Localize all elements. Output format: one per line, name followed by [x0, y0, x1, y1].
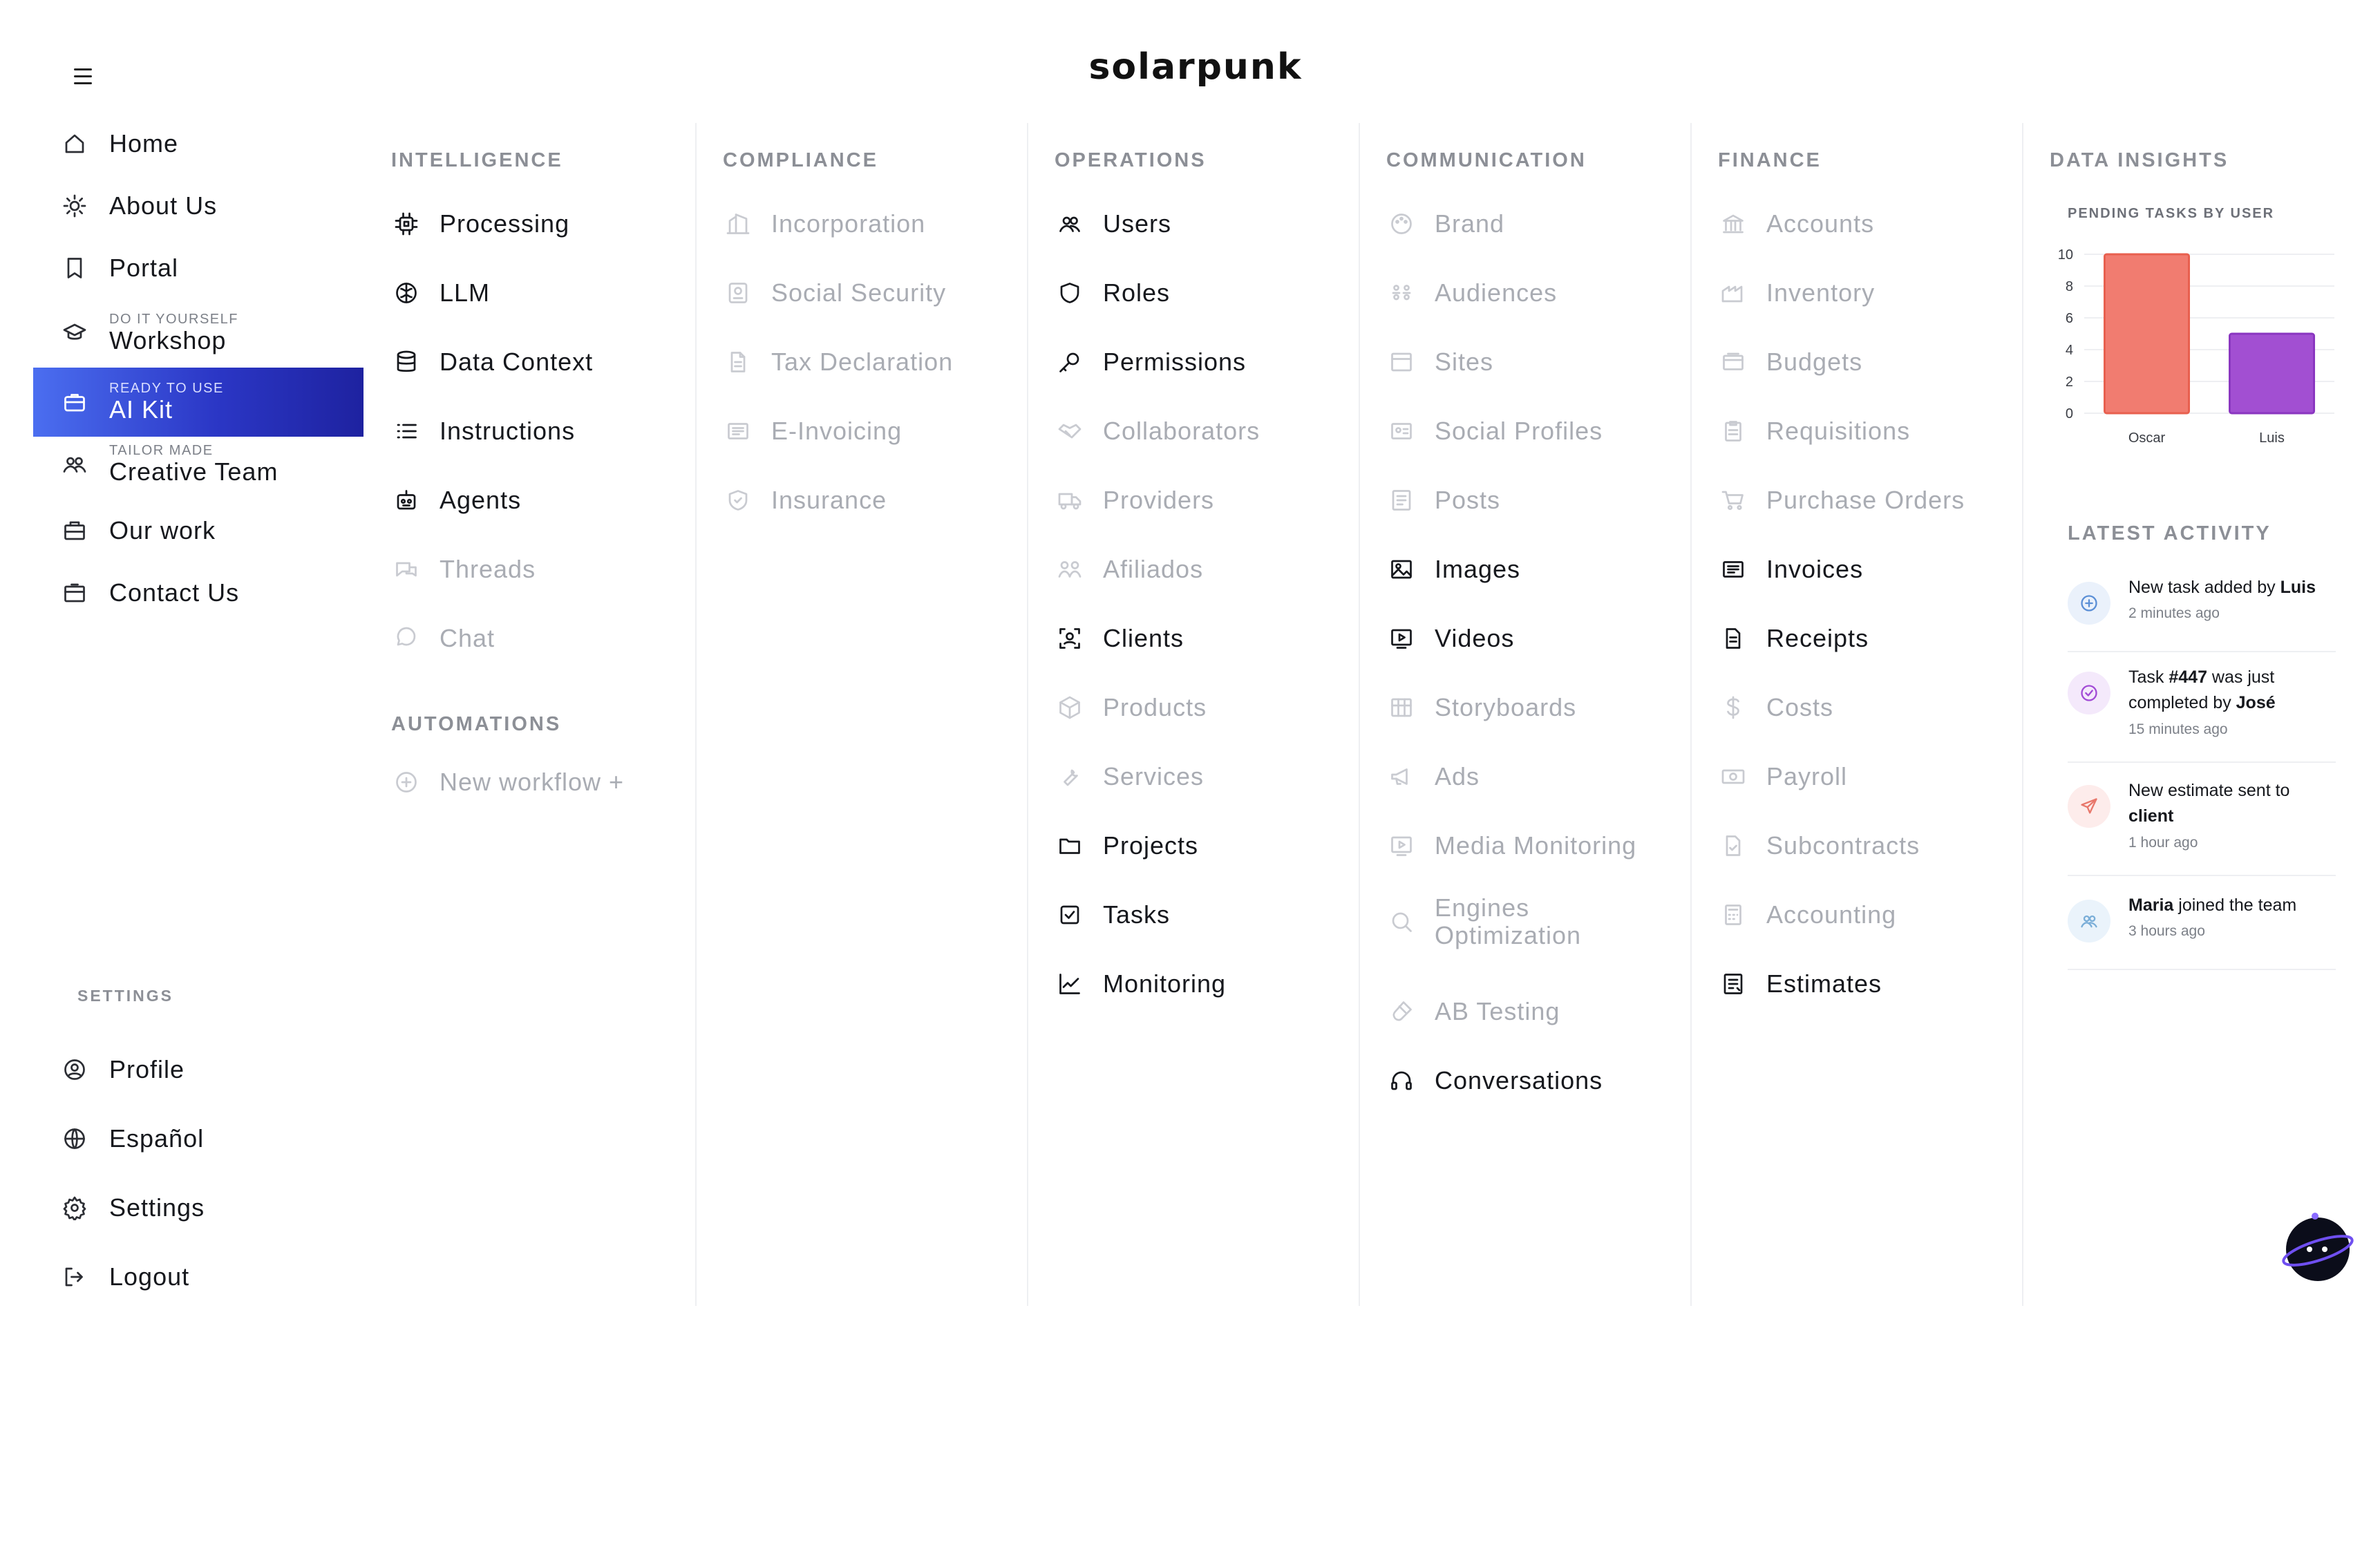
e-invoice-icon [723, 416, 753, 446]
menu-item-label: Permissions [1103, 348, 1247, 376]
latest-activity-heading: LATEST ACTIVITY [2068, 522, 2272, 544]
menu-item-label: Ads [1435, 762, 1480, 790]
communication-item-social-profiles[interactable] [1359, 404, 1603, 459]
tv-icon [1386, 831, 1417, 861]
chart-y-tick-label: 0 [2065, 406, 2073, 421]
chart-x-tick-label: Oscar [2128, 430, 2166, 446]
communication-item-engines-optimization[interactable] [1359, 887, 1642, 956]
chat-assistant-button[interactable] [2280, 1211, 2355, 1285]
nav-item-text [109, 312, 238, 355]
nav-item-creative-team[interactable] [33, 430, 363, 499]
mail-box-icon [59, 578, 90, 608]
menu-item-label: Threads [440, 555, 536, 583]
nav-item-text [109, 578, 239, 607]
operations-heading: OPERATIONS [1055, 149, 1207, 171]
menu-item-label: Estimates [1766, 969, 1882, 998]
plus-circle-icon [2068, 582, 2110, 625]
menu-item-label: Collaborators [1103, 417, 1260, 445]
menu-item-label: Accounting [1766, 900, 1897, 929]
operations-item-providers[interactable] [1027, 473, 1214, 528]
nav-item-text [109, 254, 178, 283]
flask-icon [1386, 996, 1417, 1027]
activity-highlight: Luis [2280, 578, 2316, 597]
chart-y-tick-label: 4 [2065, 343, 2073, 358]
hamburger-menu-icon[interactable] [64, 57, 102, 95]
intelligence-item-instructions[interactable] [363, 404, 575, 459]
menu-item-label: LLM [440, 278, 491, 307]
nav-item-portal[interactable] [33, 234, 363, 303]
nav-item-sub: DO IT YOURSELF [109, 311, 238, 327]
operations-item-permissions[interactable] [1027, 334, 1246, 390]
communication-item-posts[interactable] [1359, 473, 1500, 528]
menu-item-label: Media Monitoring [1435, 831, 1637, 860]
activity-item [2068, 778, 2336, 876]
menu-item-label: Subcontracts [1766, 831, 1920, 860]
handshake-icon [1055, 416, 1085, 446]
menu-item-label: Inventory [1766, 278, 1876, 307]
communication-item-sites[interactable] [1359, 334, 1493, 390]
file-icon [723, 347, 753, 377]
menu-item-label: Data Context [440, 348, 594, 376]
finance-item-costs[interactable] [1690, 680, 1833, 735]
activity-text: Task [2128, 667, 2169, 687]
pending-tasks-chart [2051, 235, 2341, 456]
search-icon [1386, 907, 1417, 937]
operations-item-monitoring[interactable] [1027, 956, 1226, 1012]
settings-item-label: Settings [109, 1193, 205, 1222]
activity-highlight: client [2128, 806, 2174, 826]
package-icon [1055, 692, 1085, 723]
chart-y-tick-label: 2 [2065, 375, 2073, 390]
data-insights-heading: DATA INSIGHTS [2050, 149, 2229, 171]
settings-item-text [109, 1262, 189, 1291]
communication-item-images[interactable] [1359, 542, 1520, 597]
megaphone-icon [1386, 761, 1417, 792]
truck-icon [1055, 485, 1085, 515]
nav-item-label: Portal [109, 254, 179, 282]
compliance-column [695, 123, 1028, 1306]
menu-item-label: Clients [1103, 624, 1184, 652]
settings-item-text [109, 1124, 204, 1153]
activity-time: 3 hours ago [2128, 923, 2205, 939]
finance-item-invoices[interactable] [1690, 542, 1863, 597]
shield-icon [1055, 278, 1085, 308]
menu-item-label: Engines Optimization [1435, 893, 1582, 949]
chart-x-tick-label: Luis [2259, 430, 2285, 446]
list-icon [391, 416, 422, 446]
settings-item-settings[interactable] [33, 1173, 363, 1242]
activity-message [2128, 778, 2336, 829]
database-icon [391, 347, 422, 377]
settings-item-profile[interactable] [33, 1035, 363, 1104]
globe-icon [59, 1124, 90, 1154]
activity-time: 2 minutes ago [2128, 605, 2220, 621]
activity-highlight: Maria [2128, 896, 2174, 915]
chart-bar-oscar[interactable] [2105, 254, 2189, 413]
operations-item-products[interactable] [1027, 680, 1207, 735]
intelligence-item-chat[interactable] [363, 611, 495, 666]
nav-item-text [109, 191, 217, 220]
menu-item-label: Chat [440, 624, 495, 652]
settings-item-label: Español [109, 1124, 205, 1153]
activity-message [2128, 575, 2336, 600]
menu-item-label: E-Invoicing [771, 417, 903, 445]
menu-item-label: Social Security [771, 278, 947, 307]
menu-item-label: Purchase Orders [1766, 486, 1965, 514]
operations-item-services[interactable] [1027, 749, 1204, 804]
finance-item-budgets[interactable] [1690, 334, 1862, 390]
user-circle-icon [59, 1054, 90, 1085]
nav-item-label: Contact Us [109, 578, 240, 607]
menu-item-label: Audiences [1435, 278, 1558, 307]
nav-item-about-us[interactable] [33, 171, 363, 240]
receipt-icon [1718, 623, 1748, 654]
video-icon [1386, 623, 1417, 654]
menu-item-label: AB Testing [1435, 997, 1560, 1025]
menu-item-label: Payroll [1766, 762, 1848, 790]
menu-item-label: Videos [1435, 624, 1515, 652]
graduation-cap-icon [59, 318, 90, 348]
dollar-icon [1718, 692, 1748, 723]
audience-icon [1386, 278, 1417, 308]
folder-icon [1055, 831, 1085, 861]
sun-icon [59, 191, 90, 221]
menu-item-label: Instructions [440, 417, 576, 445]
menu-item-label: Providers [1103, 486, 1215, 514]
menu-item-label: Tax Declaration [771, 348, 954, 376]
finance-item-subcontracts[interactable] [1690, 818, 1920, 873]
nav-item-our-work[interactable] [33, 496, 363, 565]
nav-item-workshop[interactable] [33, 299, 363, 368]
menu-item-label: Tasks [1103, 900, 1171, 929]
communication-item-storyboards[interactable] [1359, 680, 1576, 735]
communication-item-videos[interactable] [1359, 611, 1514, 666]
nav-item-label: Home [109, 129, 179, 158]
nav-item-label: Our work [109, 516, 216, 544]
intelligence-column [363, 123, 697, 1306]
nav-item-text [109, 381, 224, 424]
operations-column [1027, 123, 1360, 1306]
intelligence-item-threads[interactable] [363, 542, 536, 597]
finance-item-accounting[interactable] [1690, 887, 1896, 942]
nav-item-sub: TAILOR MADE [109, 442, 214, 458]
activity-item [2068, 575, 2336, 652]
finance-column [1690, 123, 2023, 1306]
chart-title: PENDING TASKS BY USER [2068, 206, 2275, 221]
chart-y-tick-label: 10 [2057, 247, 2073, 263]
menu-item-label: Afiliados [1103, 555, 1204, 583]
compliance-item-insurance[interactable] [695, 473, 887, 528]
finance-item-purchase-orders[interactable] [1690, 473, 1965, 528]
plus-circle-icon [391, 767, 422, 797]
headset-icon [1386, 1065, 1417, 1096]
settings-item-logout[interactable] [33, 1242, 363, 1311]
settings-item-text [109, 1055, 185, 1084]
nav-item-label: AI Kit [109, 395, 173, 424]
cart-icon [1718, 485, 1748, 515]
settings-item-espa-ol[interactable] [33, 1104, 363, 1173]
bookmark-icon [59, 253, 90, 283]
checkbox-icon [1055, 900, 1085, 930]
communication-item-ab-testing[interactable] [1359, 984, 1560, 1039]
home-icon [59, 129, 90, 159]
operations-item-users[interactable] [1027, 196, 1171, 252]
intelligence-item-llm[interactable] [363, 265, 490, 321]
activity-text: joined the team [2173, 896, 2297, 915]
menu-item-label: Conversations [1435, 1066, 1603, 1095]
posts-icon [1386, 485, 1417, 515]
compliance-item-tax-declaration[interactable] [695, 334, 953, 390]
communication-item-media-monitoring[interactable] [1359, 818, 1636, 873]
menu-item-label: Accounts [1766, 209, 1875, 238]
operations-item-roles[interactable] [1027, 265, 1170, 321]
settings-item-label: Logout [109, 1262, 190, 1291]
activity-text: New task added by [2128, 578, 2280, 597]
menu-item-label: Agents [440, 486, 522, 514]
logo[interactable] [1078, 43, 1313, 91]
activity-message [2128, 893, 2336, 918]
chart-bar-luis[interactable] [2230, 334, 2314, 413]
compliance-item-social-security[interactable] [695, 265, 946, 321]
activity-item [2068, 893, 2336, 970]
menu-item-label: Roles [1103, 278, 1171, 307]
new-workflow-label: New workflow + [440, 768, 625, 796]
menu-item-label: Processing [440, 209, 570, 238]
palette-icon [1386, 209, 1417, 239]
bank-icon [1718, 209, 1748, 239]
settings-item-text [109, 1193, 205, 1222]
nav-item-text [109, 443, 278, 486]
profile-card-icon [1386, 416, 1417, 446]
menu-item-label: Posts [1435, 486, 1501, 514]
menu-item-label: Projects [1103, 831, 1199, 860]
activity-text: New estimate sent to [2128, 781, 2290, 800]
nav-item-sub: READY TO USE [109, 380, 224, 396]
finance-item-payroll[interactable] [1690, 749, 1847, 804]
client-icon [1055, 623, 1085, 654]
nav-item-label: Creative Team [109, 457, 278, 486]
operations-item-afiliados[interactable] [1027, 542, 1203, 597]
menu-item-label: Products [1103, 693, 1207, 721]
menu-item-label: Receipts [1766, 624, 1869, 652]
key-icon [1055, 347, 1085, 377]
threads-icon [391, 554, 422, 585]
activity-time: 15 minutes ago [2128, 721, 2228, 737]
menu-item-label: Incorporation [771, 209, 926, 238]
finance-item-requisitions[interactable] [1690, 404, 1910, 459]
id-card-icon [723, 278, 753, 308]
finance-item-accounts[interactable] [1690, 196, 1874, 252]
nav-item-text [109, 516, 216, 545]
intelligence-item-agents[interactable] [363, 473, 521, 528]
menu-item-label: Images [1435, 555, 1521, 583]
finance-item-inventory[interactable] [1690, 265, 1875, 321]
check-circle-icon [2068, 672, 2110, 714]
menu-item-label: Budgets [1766, 348, 1863, 376]
communication-column [1359, 123, 1692, 1306]
logo-text: solarpunk [1088, 46, 1303, 88]
operations-item-collaborators[interactable] [1027, 404, 1260, 459]
finance-heading: FINANCE [1718, 149, 1822, 171]
operations-item-clients[interactable] [1027, 611, 1184, 666]
menu-item-label: Storyboards [1435, 693, 1577, 721]
menu-item-label: Sites [1435, 348, 1494, 376]
logout-icon [59, 1262, 90, 1292]
communication-item-ads[interactable] [1359, 749, 1480, 804]
intelligence-item-processing[interactable] [363, 196, 569, 252]
browser-icon [1386, 347, 1417, 377]
menu-item-label: Costs [1766, 693, 1834, 721]
processing-icon [391, 209, 422, 239]
settings-heading: SETTINGS [77, 987, 174, 1005]
estimate-icon [1718, 969, 1748, 999]
budget-icon [1718, 347, 1748, 377]
compliance-item-e-invoicing[interactable] [695, 404, 902, 459]
new-workflow-button[interactable] [363, 755, 624, 810]
activity-text: was just completed by [2128, 667, 2275, 712]
nav-item-text [109, 129, 178, 158]
shield-check-icon [723, 485, 753, 515]
briefcase-icon [59, 387, 90, 417]
gear-icon [59, 1193, 90, 1223]
brain-icon [391, 278, 422, 308]
calculator-icon [1718, 900, 1748, 930]
nav-item-label: About Us [109, 191, 218, 220]
storyboard-icon [1386, 692, 1417, 723]
menu-item-label: Insurance [771, 486, 887, 514]
wrench-icon [1055, 761, 1085, 792]
activity-highlight: José [2236, 693, 2276, 712]
nav-item-label: Workshop [109, 325, 227, 354]
finance-item-receipts[interactable] [1690, 611, 1869, 666]
payroll-icon [1718, 761, 1748, 792]
menu-item-label: Requisitions [1766, 417, 1911, 445]
automations-heading: AUTOMATIONS [391, 713, 562, 735]
communication-heading: COMMUNICATION [1386, 149, 1587, 171]
chart-y-tick-label: 8 [2065, 279, 2073, 294]
contract-icon [1718, 831, 1748, 861]
inventory-icon [1718, 278, 1748, 308]
clipboard-icon [1718, 416, 1748, 446]
chart-line-icon [1055, 969, 1085, 999]
image-icon [1386, 554, 1417, 585]
nav-item-home[interactable] [33, 109, 363, 178]
menu-item-label: Invoices [1766, 555, 1864, 583]
menu-item-label: Monitoring [1103, 969, 1227, 998]
activity-highlight: #447 [2169, 667, 2207, 687]
menu-item-label: Social Profiles [1435, 417, 1603, 445]
affiliates-icon [1055, 554, 1085, 585]
menu-item-label: Users [1103, 209, 1172, 238]
nav-item-contact-us[interactable] [33, 558, 363, 627]
activity-message [2128, 665, 2336, 716]
menu-item-label: Services [1103, 762, 1205, 790]
send-icon [2068, 785, 2110, 828]
operations-item-tasks[interactable] [1027, 887, 1170, 942]
communication-item-conversations[interactable] [1359, 1053, 1603, 1108]
operations-item-projects[interactable] [1027, 818, 1198, 873]
menu-item-label: Brand [1435, 209, 1505, 238]
activity-time: 1 hour ago [2128, 835, 2198, 851]
intelligence-heading: INTELLIGENCE [391, 149, 563, 171]
portfolio-icon [59, 515, 90, 546]
settings-item-label: Profile [109, 1055, 185, 1083]
users-icon [1055, 209, 1085, 239]
nav-item-ai-kit[interactable] [33, 368, 363, 437]
compliance-heading: COMPLIANCE [723, 149, 878, 171]
building-icon [723, 209, 753, 239]
finance-item-estimates[interactable] [1690, 956, 1882, 1012]
activity-item [2068, 665, 2336, 763]
intelligence-item-data-context[interactable] [363, 334, 593, 390]
chat-icon [391, 623, 422, 654]
chart-y-tick-label: 6 [2065, 311, 2073, 326]
invoice-icon [1718, 554, 1748, 585]
compliance-item-incorporation[interactable] [695, 196, 925, 252]
communication-item-brand[interactable] [1359, 196, 1504, 252]
users-icon [2068, 900, 2110, 942]
team-icon [59, 449, 90, 480]
robot-icon [391, 485, 422, 515]
communication-item-audiences[interactable] [1359, 265, 1557, 321]
